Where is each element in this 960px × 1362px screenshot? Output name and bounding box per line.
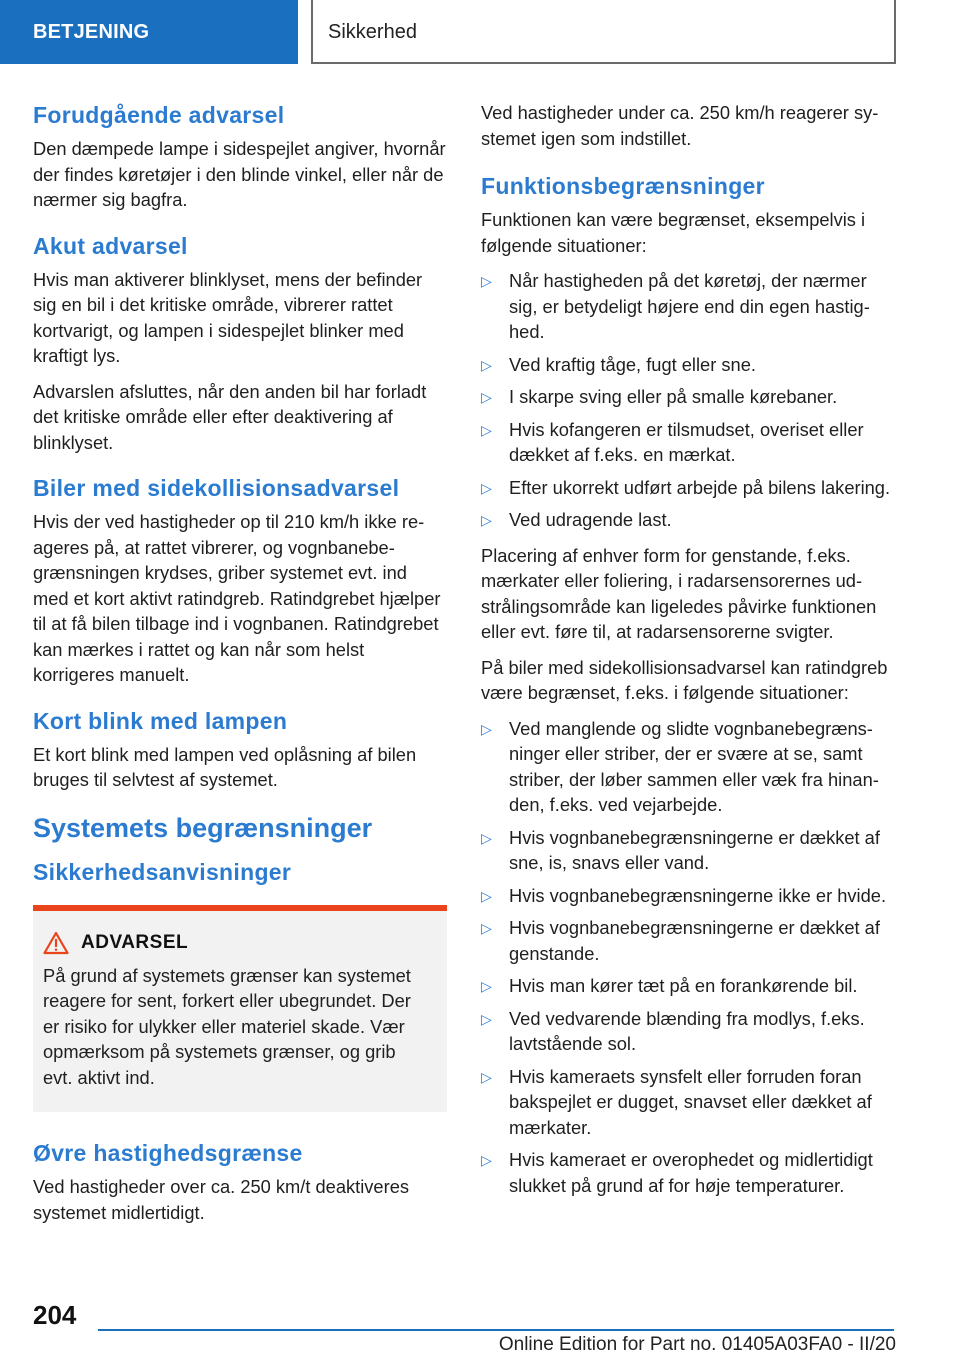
bullet-triangle-icon: ▷ <box>481 920 492 936</box>
bullet-triangle-icon: ▷ <box>481 1010 492 1027</box>
bullet-triangle-icon: ▷ <box>481 479 492 496</box>
list-item: ▷ Ved vedvarende blænding fra modlys, f.eks. lavtstående sol. <box>481 1007 865 1054</box>
bullet-triangle-icon: ▷ <box>481 356 492 373</box>
list-item: ▷ Hvis kameraets synsfelt eller forruden foran bakspejlet er dugget, snavset eller dækket af mærkater. <box>481 1065 872 1138</box>
paragraph: Ved hastigheder over ca. 250 km/t deaktiveres systemet midlertidigt. <box>33 1176 409 1223</box>
warning-triangle-icon <box>43 931 69 955</box>
right-column <box>481 100 895 1208</box>
list-item: ▷ Når hastigheden på det køretøj, der nærmer sig, er betydeligt højere end din egen hastighed. <box>481 270 870 342</box>
page-header <box>0 0 960 66</box>
heading-sikkerhedsanvisninger: Sikkerhedsanvisninger <box>33 858 292 885</box>
bullet-triangle-icon: ▷ <box>481 421 492 438</box>
paragraph: Placering af enhver form for genstande, f.eks. mærkater eller foliering, i radarsensorernes udstrålingsområde kan ligeledes påvirke funktionen eller evt. føre til, at radarsensorerne svigter. <box>481 544 877 642</box>
paragraph: Advarslen afsluttes, når den anden bil har forladt det kritiske område eller efter deaktivering af blinklyset. <box>33 380 427 453</box>
steering-limitation-list <box>481 716 895 1199</box>
bullet-triangle-icon: ▷ <box>481 978 492 994</box>
paragraph: Funktionen kan være begrænset, eksempelvis i følgende situationer: <box>481 209 866 256</box>
heading-oevre-hastighed: Øvre hastighedsgrænse <box>33 1140 303 1166</box>
section-kort-blink <box>33 706 447 793</box>
limitation-list <box>481 268 895 533</box>
bullet-triangle-icon: ▷ <box>481 1068 492 1085</box>
footer-divider <box>98 1329 894 1331</box>
list-item: ▷ Ved manglende og slidte vognbanebegrænsninger eller striber, der er svære at se, samt striber, der løber sammen eller væk fra hinanden, f.eks. ved vejarbejde. <box>481 717 879 815</box>
paragraph: Hvis der ved hastigheder op til 210 km/h ikke reageres på, at rattet vibrerer, og vognbanebegrænsningen krydses, griber systemet evt. ind med et kort aktivt ratindgreb. Ratindgrebet hjælper til at få bilen tilbage ind i vognbanen. Ratindgrebet kan mærkes i rattet og kan når som helst korrigeres manuelt. <box>33 511 441 685</box>
bullet-triangle-icon: ▷ <box>481 389 492 405</box>
heading-funktionsbegraensninger: Funktionsbegrænsninger <box>481 173 765 199</box>
list-item: ▷ Efter ukorrekt udført arbejde på bilens lakering. <box>481 476 891 498</box>
list-item: ▷ Ved udragende last. <box>481 509 672 530</box>
list-item: ▷ Hvis kofangeren er tilsmudset, overiset eller dækket af f.eks. en mærkat. <box>481 418 864 465</box>
heading-forudgaaende: Forudgående advarsel <box>33 102 285 128</box>
bullet-triangle-icon: ▷ <box>481 273 492 289</box>
bullet-triangle-icon: ▷ <box>481 512 492 528</box>
bullet-triangle-icon: ▷ <box>481 720 492 737</box>
list-item: ▷ Hvis vognbanebegrænsningerne er dækket af genstande. <box>481 917 880 964</box>
list-item: ▷ Ved kraftig tåge, fugt eller sne. <box>481 353 756 375</box>
heading-sidekollision: Biler med sidekollisionsadvarsel <box>33 475 400 501</box>
paragraph: Ved hastigheder under ca. 250 km/h reagerer systemet igen som indstillet. <box>481 102 879 149</box>
paragraph: På biler med sidekollisionsadvarsel kan ratindgreb være begrænset, f.eks. i følgende situationer: <box>481 656 888 703</box>
paragraph: Den dæmpede lampe i sidespejlet angiver, hvornår der findes køretøjer i den blinde vinkel, eller når de nærmer sig bagfra. <box>33 138 446 210</box>
section-sidekollision <box>33 473 447 688</box>
warning-box <box>33 905 447 1113</box>
page-number: 204 <box>33 1300 77 1330</box>
paragraph: Et kort blink med lampen ved oplåsning af bilen bruges til selvtest af systemet. <box>33 743 417 790</box>
list-item: ▷ Hvis vognbanebegrænsningerne ikke er hvide. <box>481 884 887 906</box>
section-oevre-hastighed <box>33 1138 447 1225</box>
warning-label: ADVARSEL <box>81 931 189 953</box>
list-item: ▷ Hvis vognbanebegrænsningerne er dækket af sne, is, snavs eller vand. <box>481 826 880 873</box>
section-tab: BETJENING <box>0 0 298 64</box>
bullet-triangle-icon: ▷ <box>481 887 492 904</box>
bullet-triangle-icon: ▷ <box>481 829 492 846</box>
section-forudgaaende <box>33 100 447 213</box>
heading-kort-blink: Kort blink med lampen <box>33 707 288 734</box>
section-akut <box>33 231 447 456</box>
heading-systemets-begraensninger: Systemets begrænsninger <box>33 812 373 843</box>
warning-text: På grund af systemets grænser kan systemet reagere for sent, forkert eller ubegrundet. Der er risiko for ulykker eller materiel skade. Vær opmærksom på systemets grænser, og grib evt. aktivt ind. <box>43 964 411 1088</box>
list-item: ▷ Hvis kameraet er overophedet og midlertidigt slukket på grund af for høje temperaturer. <box>481 1149 873 1196</box>
list-item: ▷ Hvis man kører tæt på en forankørende bil. <box>481 975 858 996</box>
list-item: ▷ I skarpe sving eller på smalle kørebaner. <box>481 386 838 407</box>
edition-note: Online Edition for Part no. 01405A03FA0 - II/20 <box>498 1334 896 1355</box>
heading-akut: Akut advarsel <box>33 232 188 259</box>
left-column <box>33 100 447 1243</box>
paragraph: Hvis man aktiverer blinklyset, mens der befinder sig en bil i det kritiske område, vibrerer rattet kortvarigt, og lampen i sidespejlet blinker med kraftigt lys. <box>33 268 423 366</box>
bullet-triangle-icon: ▷ <box>481 1152 492 1168</box>
chapter-tab: Sikkerhed <box>311 0 896 64</box>
